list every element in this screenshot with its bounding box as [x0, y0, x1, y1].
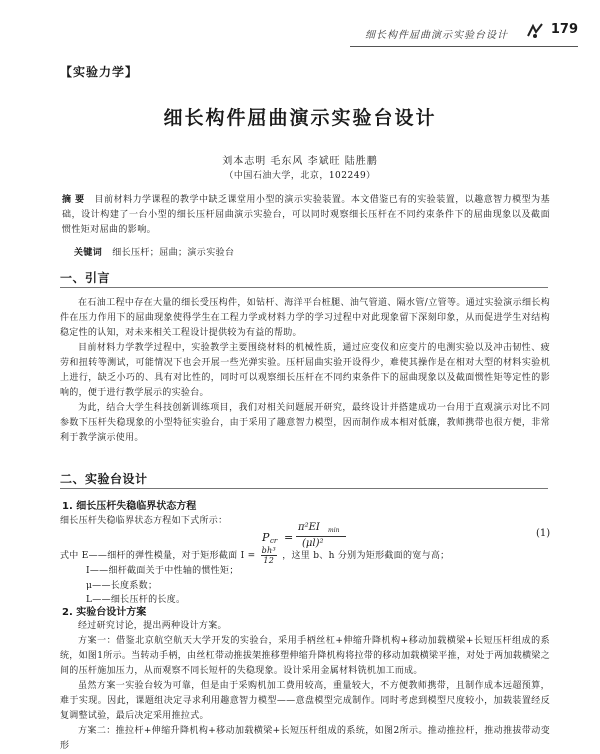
- design-scheme-body: [60, 619, 550, 754]
- equation-number: (1): [536, 528, 551, 539]
- paragraph: 方案二：推拉杆+伸缩升降机构+移动加载横梁+长短压杆组成的系统，如图2所示。推动推拉杆，推动推拔带动变形: [60, 726, 550, 751]
- formula-denominator: (μl)²: [302, 538, 324, 549]
- paragraph: 在石油工程中存在大量的细长受压构件，如钻杆、海洋平台桩腿、油气管道、隔水管/立管等。通过实验演示细长构件在压力作用下的屈曲现象使得学生在工程力学或材料力学的学习过程中对此现象留下深刻印象，从而促进学生对结构稳定性的认知，对未来相关工程设计提供较为有益的帮助。: [60, 298, 550, 338]
- section-heading-introduction: 一、引言: [60, 271, 111, 285]
- keywords: [74, 245, 234, 258]
- abstract-label: 摘 要: [62, 195, 85, 205]
- introduction-body: [60, 296, 550, 446]
- keywords-label: 关键词: [74, 248, 103, 258]
- abstract-text: 目前材料力学课程的教学中缺乏课堂用小型的演示实验装置。本文借鉴已有的实验装置，以趣意智力模型为基础，设计构建了一台小型的细长压杆屈曲演示实验台，可以同时观察细长压杆在不同约束条件下的屈曲现象以及截面惯性矩对屈曲的影响。: [62, 195, 550, 235]
- subsection-heading-scheme: 2. 实验台设计方案: [62, 607, 147, 618]
- section-heading-design: 二、实验台设计: [60, 472, 148, 486]
- where-prefix: 式中 E——细杆的弹性模量，对于矩形截面 I =: [60, 551, 256, 561]
- variable-definition: I——细杆截面关于中性轴的惯性矩；: [86, 566, 239, 576]
- variable-definition: μ——长度系数；: [86, 581, 158, 591]
- formula-numerator: π²EI: [298, 522, 320, 533]
- journal-logo-icon: [526, 22, 544, 40]
- paragraph: 方案一：借鉴北京航空航天大学开发的实验台，采用手柄丝杠+伸缩升降机构+移动加载横梁+长短压杆组成的系统，如图1所示。当转动手柄，由丝杠带动推拔架推移塑伸缩升降机构将拉带的移动加载横梁平推，对处于两加载横梁之间的压杆施加压力，从而观察不同长短杆的失稳现象。设计采用金属材料铣机加工而成。: [60, 636, 550, 676]
- article-title: 细长构件屈曲演示实验台设计: [163, 107, 437, 129]
- affiliation: （中国石油大学，北京，102249）: [224, 171, 376, 181]
- fraction-bar: [296, 536, 346, 537]
- inertia-fraction-denominator: 12: [263, 556, 275, 565]
- section-rule: [60, 488, 548, 489]
- inertia-fraction: [261, 546, 277, 565]
- running-header: [0, 16, 600, 48]
- subsection-heading-equation: 1. 细长压杆失稳临界状态方程: [62, 501, 197, 512]
- critical-load-formula: P cr = π²EI min (μl)²: [262, 522, 412, 550]
- section-tag: 【实验力学】: [60, 65, 139, 79]
- formula-lhs: P: [262, 531, 270, 544]
- section-rule: [60, 287, 548, 288]
- abstract: [62, 193, 550, 238]
- inertia-fraction-numerator: bh³: [261, 546, 277, 555]
- keywords-text: 细长压杆；屈曲；演示实验台: [112, 248, 235, 258]
- header-rule: [350, 46, 578, 47]
- where-suffix: ，这里 b、h 分别为矩形截面的宽与高；: [282, 551, 450, 561]
- paragraph: 为此，结合大学生科技创新训练项目，我们对相关问题展开研究，最终设计并搭建成功一台用于直观演示对比不同参数下压杆失稳现象的小型特征实验台，由于采用了趣意智力模型，因而制作成本相对低廉，教师携带也很方便，非常利于教学演示使用。: [60, 403, 550, 443]
- paragraph: 经过研究讨论，提出两种设计方案。: [78, 621, 227, 631]
- author-list: 刘本志明 毛东风 李斌旺 陆胜鹏: [222, 156, 378, 167]
- running-header-title: 细长构件屈曲演示实验台设计: [365, 30, 508, 41]
- equation-intro: 细长压杆失稳临界状态方程如下式所示：: [60, 516, 228, 526]
- variable-definition: L——细长压杆的长度。: [86, 595, 186, 605]
- page-number: 179: [550, 22, 578, 37]
- formula-numerator-subscript: min: [328, 527, 340, 534]
- paragraph: 目前材料力学教学过程中，实验教学主要围绕材料的机械性质，通过应变仪和应变片的电测实验以及冲击韧性、疲劳和扭转等测试，可能情况下也会开展一些光弹实验。压杆屈曲实验开设得少，难使其操作是在相对大型的材料实验机上进行，缺乏小巧的、具有对比性的，同时可以观察细长压杆在不同约束条件下的屈曲现象以及截面惯性矩等定性的影响的，便于进行教学展示的实验台。: [60, 343, 550, 398]
- paragraph: 虽然方案一实验台较为可靠，但是由于采购机加工费用较高，重量较大，不方便教师携带，且制作成本远超预算，难于实现。因此，课题组决定寻求利用趣意智力模型——意盘模型完成制作。同时考虑到模型尺度较小，加载装置经反复调整试验，最后决定采用推拉式。: [60, 681, 550, 721]
- formula-lhs-subscript: cr: [270, 537, 278, 545]
